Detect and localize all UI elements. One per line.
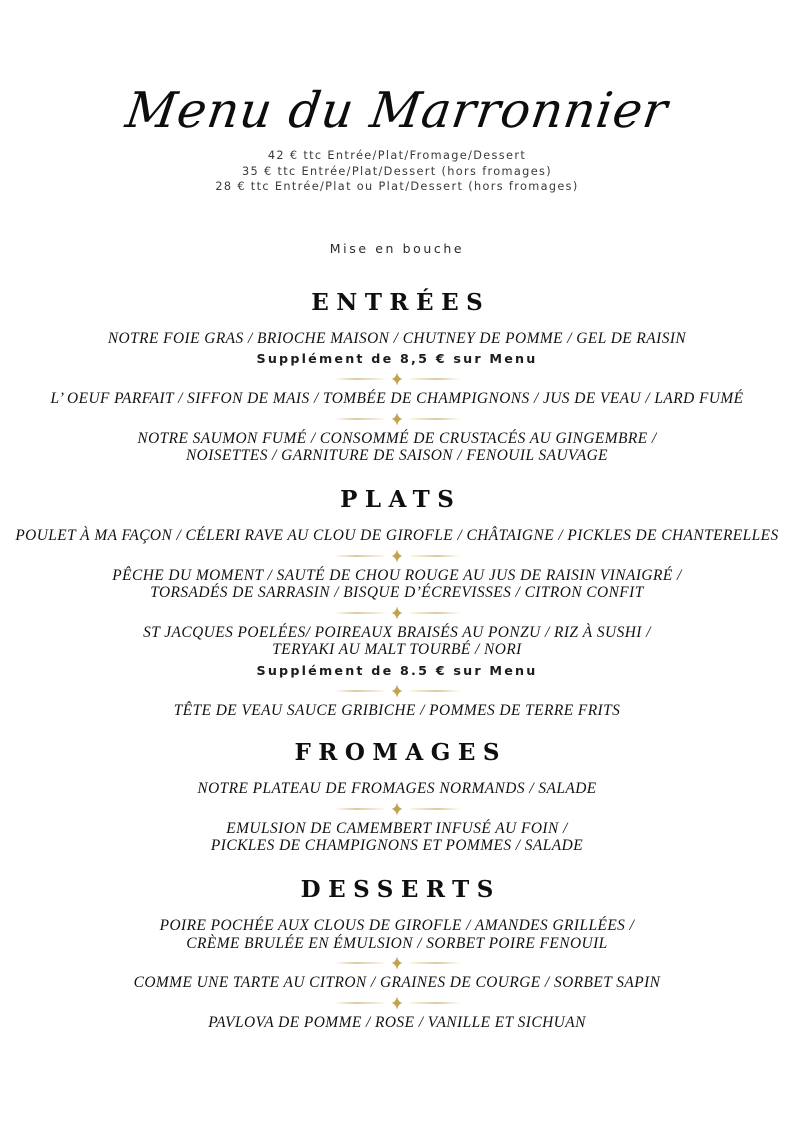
price-line: 35 € ttc Entrée/Plat/Dessert (hors fromages)	[241, 164, 552, 178]
menu-item	[0, 702, 794, 720]
diamond-divider-icon	[334, 996, 460, 1010]
menu-item	[0, 527, 794, 545]
diamond-divider-icon	[334, 372, 460, 386]
item-divider	[0, 371, 794, 387]
menu-item	[0, 820, 794, 855]
price-line: 28 € ttc Entrée/Plat ou Plat/Dessert (hors fromages)	[215, 180, 579, 193]
menu-item-line: PICKLES DE CHAMPIGNONS ET POMMES / SALADE	[210, 837, 584, 855]
section-heading-entrees: ENTRÉES	[311, 288, 491, 316]
menu-item-line: NOTRE FOIE GRAS / BRIOCHE MAISON / CHUTNEY DE POMME / GEL DE RAISIN	[107, 329, 687, 347]
menu-item	[0, 917, 794, 952]
menu-item-line: PÊCHE DU MOMENT / SAUTÉ DE CHOU ROUGE AU JUS DE RAISIN VINAIGRÉ /	[112, 566, 682, 584]
menu-item-line: NOTRE SAUMON FUMÉ / CONSOMMÉ DE CRUSTACÉS AU GINGEMBRE /	[137, 429, 657, 447]
menu-item	[0, 974, 794, 992]
section-heading-fromages: FROMAGES	[294, 739, 508, 767]
menu-item-line: TÊTE DE VEAU SAUCE GRIBICHE / POMMES DE TERRE FRITS	[173, 701, 621, 719]
menu-item-line: COMME UNE TARTE AU CITRON / GRAINES DE COURGE / SORBET SAPIN	[133, 974, 661, 992]
item-divider	[0, 995, 794, 1011]
diamond-divider-icon	[334, 684, 460, 698]
menu-item	[0, 567, 794, 602]
diamond-divider-icon	[334, 549, 460, 563]
item-divider	[0, 605, 794, 621]
menu-item-line: CRÈME BRULÉE EN ÉMULSION / SORBET POIRE FENOUIL	[186, 934, 608, 952]
menu-item	[0, 390, 794, 408]
item-divider	[0, 801, 794, 817]
menu-item	[0, 430, 794, 465]
menu-section-desserts	[0, 877, 794, 1031]
page-title: Menu du Marronnier	[122, 82, 672, 139]
diamond-divider-icon	[334, 956, 460, 970]
menu-item-line: TERYAKI AU MALT TOURBÉ / NORI	[272, 641, 522, 659]
item-divider	[0, 955, 794, 971]
menu-item-line: TORSADÉS DE SARRASIN / BISQUE D’ÉCREVISSES / CITRON CONFIT	[150, 584, 644, 602]
menu-item	[0, 1014, 794, 1032]
price-line: 42 € ttc Entrée/Plat/Fromage/Dessert	[267, 149, 527, 162]
diamond-divider-icon	[334, 606, 460, 620]
menu-item-line: PAVLOVA DE POMME / ROSE / VANILLE ET SICHUAN	[208, 1013, 586, 1031]
menu-sections	[0, 290, 794, 1032]
menu-section-entrees	[0, 290, 794, 465]
section-items	[0, 917, 794, 1031]
item-divider	[0, 683, 794, 699]
price-list	[0, 148, 794, 195]
menu-item-line: POIRE POCHÉE AUX CLOUS DE GIROFLE / AMANDES GRILLÉES /	[159, 917, 635, 935]
menu-header	[0, 0, 794, 195]
amuse-bouche-label: Mise en bouche	[329, 240, 465, 256]
item-divider	[0, 548, 794, 564]
supplement-note: Supplément de 8,5 € sur Menu	[256, 351, 538, 367]
section-items	[0, 527, 794, 719]
section-items	[0, 780, 794, 855]
menu-item-line: L’ OEUF PARFAIT / SIFFON DE MAIS / TOMBÉE DE CHAMPIGNONS / JUS DE VEAU / LARD FUMÉ	[50, 390, 744, 408]
menu-section-plats	[0, 487, 794, 719]
menu-item-line: NOTRE PLATEAU DE FROMAGES NORMANDS / SALADE	[197, 780, 597, 798]
section-heading-desserts: DESSERTS	[300, 875, 501, 903]
menu-item-line: ST JACQUES POELÉES/ POIREAUX BRAISÉS AU PONZU / RIZ À SUSHI /	[143, 623, 651, 641]
diamond-divider-icon	[334, 802, 460, 816]
menu-item-line: NOISETTES / GARNITURE DE SAISON / FENOUIL SAUVAGE	[185, 447, 609, 465]
menu-item-line: EMULSION DE CAMEMBERT INFUSÉ AU FOIN /	[226, 819, 568, 837]
menu-item	[0, 624, 794, 659]
menu-item-line: POULET À MA FAÇON / CÉLERI RAVE AU CLOU DE GIROFLE / CHÂTAIGNE / PICKLES DE CHANTERELLES	[15, 527, 779, 545]
supplement-note: Supplément de 8.5 € sur Menu	[256, 662, 538, 678]
section-items	[0, 330, 794, 465]
section-heading-plats: PLATS	[340, 485, 462, 513]
item-divider	[0, 411, 794, 427]
menu-section-fromages	[0, 740, 794, 855]
menu-item	[0, 330, 794, 348]
diamond-divider-icon	[334, 412, 460, 426]
menu-item	[0, 780, 794, 798]
